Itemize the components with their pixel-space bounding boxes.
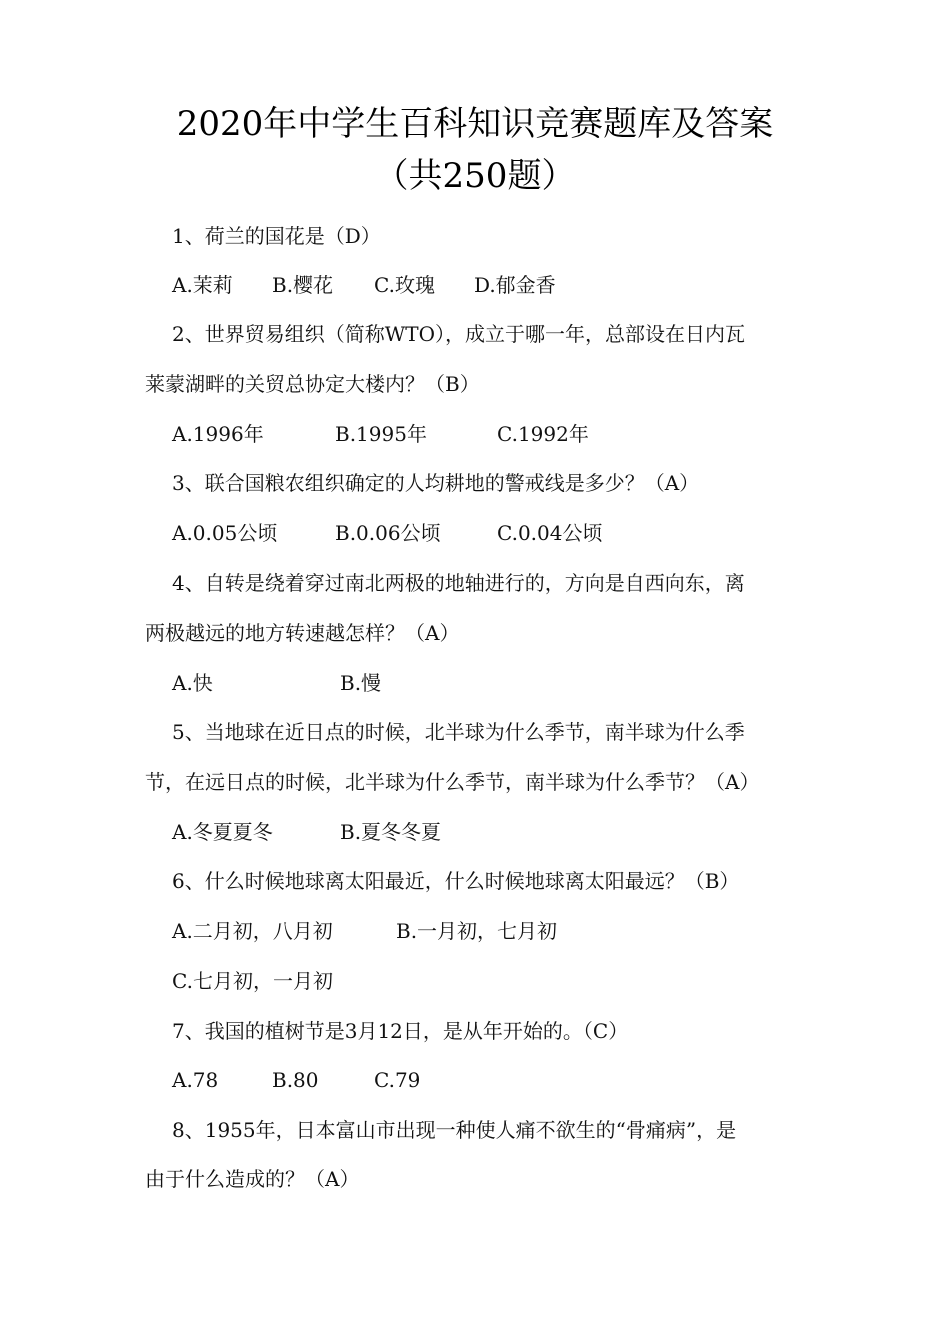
question-3: 3、联合国粮农组织确定的人均耕地的警戒线是多少？（A）: [172, 471, 700, 495]
q1-option-b: B.樱花: [272, 273, 334, 297]
q1-option-a: A.茉莉: [172, 273, 233, 297]
question-1: 1、荷兰的国花是（D）: [172, 224, 381, 248]
question-4-line-2: 两极越远的地方转速越怎样？（A）: [145, 621, 460, 645]
question-8-line-2: 由于什么造成的？（A）: [145, 1167, 360, 1191]
q4-option-b: B.慢: [340, 671, 382, 695]
document-subtitle: （共250题）: [374, 156, 576, 196]
q3-option-a: A.0.05公顷: [172, 521, 278, 545]
question-2-line-2: 莱蒙湖畔的关贸总协定大楼内？（B）: [145, 372, 480, 396]
q6-option-b: B.一月初，七月初: [396, 919, 558, 943]
q5-option-b: B.夏冬冬夏: [340, 820, 442, 844]
q2-option-c: C.1992年: [497, 422, 589, 446]
q2-option-a: A.1996年: [172, 422, 264, 446]
q1-option-d: D.郁金香: [474, 273, 556, 297]
q4-option-a: A.快: [172, 671, 213, 695]
q6-option-c: C.七月初，一月初: [172, 969, 333, 993]
q2-option-b: B.1995年: [335, 422, 427, 446]
question-4-line-1: 4、自转是绕着穿过南北两极的地轴进行的，方向是自西向东，离: [172, 571, 745, 595]
q7-option-c: C.79: [374, 1068, 421, 1092]
question-5-line-1: 5、当地球在近日点的时候，北半球为什么季节，南半球为什么季: [172, 720, 745, 744]
question-8-line-1: 8、1955年，日本富山市出现一种使人痛不欲生的“骨痛病”，是: [172, 1118, 737, 1142]
question-5-line-2: 节，在远日点的时候，北半球为什么季节，南半球为什么季节？（A）: [145, 770, 760, 794]
q7-option-b: B.80: [272, 1068, 319, 1092]
question-6: 6、什么时候地球离太阳最近，什么时候地球离太阳最远？（B）: [172, 869, 740, 893]
q1-option-c: C.玫瑰: [374, 273, 435, 297]
q3-option-b: B.0.06公顷: [335, 521, 441, 545]
q3-option-c: C.0.04公顷: [497, 521, 603, 545]
q6-option-a: A.二月初，八月初: [172, 919, 333, 943]
question-7: 7、我国的植树节是3月12日，是从年开始的。（C）: [172, 1019, 629, 1043]
document-title: 2020年中学生百科知识竞赛题库及答案: [176, 104, 774, 144]
question-2-line-1: 2、世界贸易组织（简称WTO），成立于哪一年，总部设在日内瓦: [172, 322, 746, 346]
q5-option-a: A.冬夏夏冬: [172, 820, 273, 844]
q7-option-a: A.78: [172, 1068, 219, 1092]
